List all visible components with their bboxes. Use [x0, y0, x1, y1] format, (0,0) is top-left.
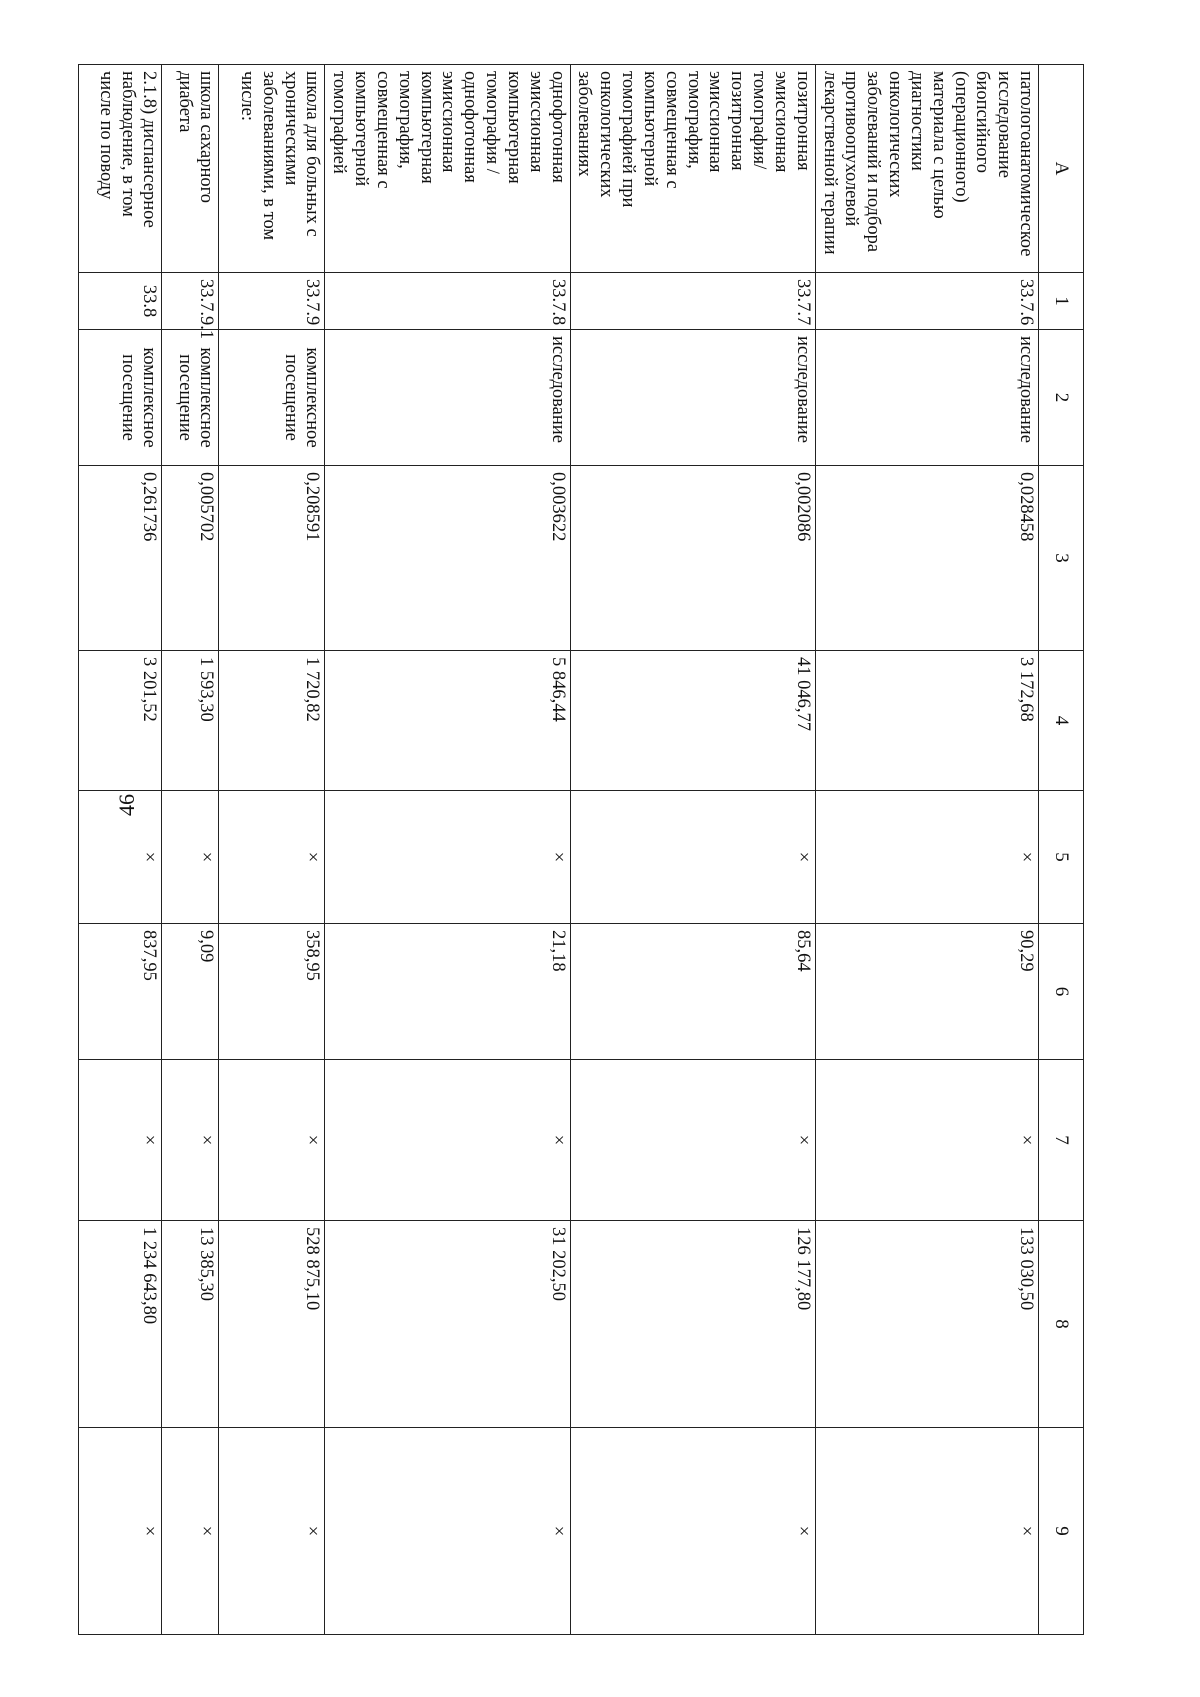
col7-cell: ×	[162, 1060, 219, 1221]
service-name-cell: школа для больных с хроническими заболеваниями, в том числе:	[219, 65, 325, 273]
service-name-cell: позитронная эмиссионная томография/позитронная эмиссионная томография, совмещенная с компьютерной томографией при онкологических заболеваниях	[570, 65, 815, 273]
col7-cell: ×	[815, 1060, 1038, 1221]
table-row	[325, 65, 570, 1635]
col5-cell: ×	[570, 791, 815, 924]
cost-norm-cell: 3 172,68	[815, 651, 1038, 791]
volume-norm-cell: 0,261736	[79, 466, 162, 651]
total-cost-cell: 1 234 643,80	[79, 1221, 162, 1428]
table-row	[162, 65, 219, 1635]
volume-norm-cell: 0,208591	[219, 466, 325, 651]
per-capita-cell: 85,64	[570, 924, 815, 1060]
col5-cell: ×	[815, 791, 1038, 924]
service-name-cell: однофотонная эмиссионная компьютерная томография / однофотонная эмиссионная компьютерная томография, совмещенная с компьютерной томографией	[325, 65, 570, 273]
header-cell-7: 7	[1039, 1060, 1084, 1221]
cost-norm-cell: 3 201,52	[79, 651, 162, 791]
unit-cell: исследование	[570, 330, 815, 466]
table-row	[79, 65, 162, 1635]
per-capita-cell: 9,09	[162, 924, 219, 1060]
total-cost-cell: 31 202,50	[325, 1221, 570, 1428]
col5-cell: ×	[219, 791, 325, 924]
total-cost-cell: 126 177,80	[570, 1221, 815, 1428]
row-code-cell: 33.7.8	[325, 273, 570, 330]
service-name-cell: школа сахарного диабета	[162, 65, 219, 273]
unit-cell: комплексное посещение	[162, 330, 219, 466]
col7-cell: ×	[79, 1060, 162, 1221]
col9-cell: ×	[79, 1428, 162, 1635]
row-code-cell: 33.8	[79, 273, 162, 330]
header-cell-1: 1	[1039, 273, 1084, 330]
col9-cell: ×	[219, 1428, 325, 1635]
row-code-cell: 33.7.9	[219, 273, 325, 330]
volume-norm-cell: 0,005702	[162, 466, 219, 651]
rotated-table-container	[95, 64, 1084, 1634]
col5-cell: ×	[79, 791, 162, 924]
header-cell-a: А	[1039, 65, 1084, 273]
table-row	[570, 65, 815, 1635]
unit-cell: исследование	[815, 330, 1038, 466]
page-number: 46	[114, 794, 139, 816]
table-row	[815, 65, 1038, 1635]
row-code-cell: 33.7.7	[570, 273, 815, 330]
col5-cell: ×	[325, 791, 570, 924]
per-capita-cell: 90,29	[815, 924, 1038, 1060]
table-row	[219, 65, 325, 1635]
unit-cell: исследование	[325, 330, 570, 466]
service-name-cell: патологоанатомическое исследование биопсийного (операционного) материала с целью диагностики онкологических заболеваний и подбора противоопухолевой лекарственной терапии	[815, 65, 1038, 273]
header-cell-3: 3	[1039, 466, 1084, 651]
tariff-table	[79, 64, 1085, 1635]
cost-norm-cell: 41 046,77	[570, 651, 815, 791]
per-capita-cell: 21,18	[325, 924, 570, 1060]
total-cost-cell: 13 385,30	[162, 1221, 219, 1428]
col5-cell: ×	[162, 791, 219, 924]
service-name-cell: 2.1.8) диспансерное наблюдение, в том числе по поводу	[79, 65, 162, 273]
table-header-row	[1039, 65, 1084, 1635]
col9-cell: ×	[570, 1428, 815, 1635]
cost-norm-cell: 1 720,82	[219, 651, 325, 791]
total-cost-cell: 133 030,50	[815, 1221, 1038, 1428]
col7-cell: ×	[219, 1060, 325, 1221]
cost-norm-cell: 5 846,44	[325, 651, 570, 791]
total-cost-cell: 528 875,10	[219, 1221, 325, 1428]
col9-cell: ×	[815, 1428, 1038, 1635]
col9-cell: ×	[162, 1428, 219, 1635]
col7-cell: ×	[325, 1060, 570, 1221]
unit-cell: комплексное посещение	[219, 330, 325, 466]
header-cell-9: 9	[1039, 1428, 1084, 1635]
per-capita-cell: 358,95	[219, 924, 325, 1060]
unit-cell: комплексное посещение	[79, 330, 162, 466]
volume-norm-cell: 0,002086	[570, 466, 815, 651]
header-cell-4: 4	[1039, 651, 1084, 791]
cost-norm-cell: 1 593,30	[162, 651, 219, 791]
row-code-cell: 33.7.9.1	[162, 273, 219, 330]
col9-cell: ×	[325, 1428, 570, 1635]
volume-norm-cell: 0,003622	[325, 466, 570, 651]
header-cell-2: 2	[1039, 330, 1084, 466]
col7-cell: ×	[570, 1060, 815, 1221]
volume-norm-cell: 0,028458	[815, 466, 1038, 651]
header-cell-5: 5	[1039, 791, 1084, 924]
row-code-cell: 33.7.6	[815, 273, 1038, 330]
per-capita-cell: 837,95	[79, 924, 162, 1060]
header-cell-8: 8	[1039, 1221, 1084, 1428]
header-cell-6: 6	[1039, 924, 1084, 1060]
